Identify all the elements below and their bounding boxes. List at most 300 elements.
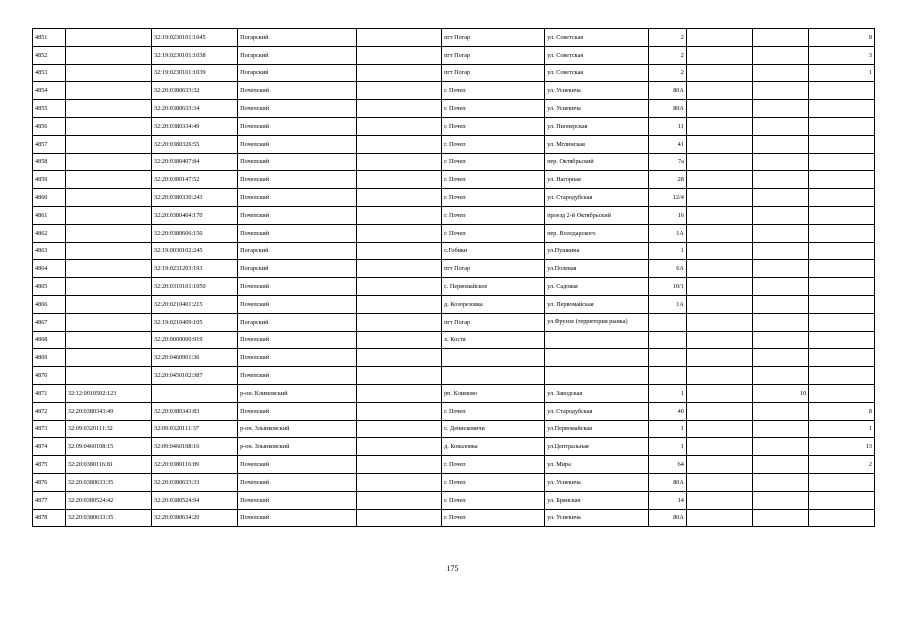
cell-column-11 bbox=[809, 331, 875, 349]
cell-district: Почепский bbox=[238, 295, 357, 313]
cell-house-number: 1 bbox=[649, 242, 686, 260]
cell-cadastral-number-land: 32:12:0010502:123 bbox=[65, 384, 151, 402]
cell-house-number: 2 bbox=[649, 29, 686, 47]
cell-settlement: г. Почеп bbox=[442, 206, 545, 224]
cell-column-11: 2 bbox=[809, 456, 875, 474]
cell-district: Почепский bbox=[238, 117, 357, 135]
cell-district: Погарский bbox=[238, 260, 357, 278]
table-row bbox=[33, 224, 875, 242]
cell-cadastral-number-object: 32:20:0380524:94 bbox=[151, 491, 237, 509]
table-row bbox=[33, 242, 875, 260]
cell-house-number: 1 bbox=[649, 438, 686, 456]
cell-street: ул. Советская bbox=[545, 46, 649, 64]
cell-district: Погарский bbox=[238, 64, 357, 82]
cell-column-11 bbox=[809, 473, 875, 491]
cell-cadastral-number-land bbox=[65, 171, 151, 189]
cell-column-5 bbox=[357, 64, 442, 82]
cell-column-5 bbox=[357, 473, 442, 491]
cell-column-11 bbox=[809, 153, 875, 171]
cell-cadastral-number-land bbox=[65, 295, 151, 313]
cell-column-5 bbox=[357, 29, 442, 47]
cell-column-9 bbox=[686, 438, 752, 456]
cell-district: Почепский bbox=[238, 367, 357, 385]
table-row bbox=[33, 491, 875, 509]
cell-column-5 bbox=[357, 171, 442, 189]
cell-cadastral-number-land: 32:20:0380343:49 bbox=[65, 402, 151, 420]
cell-column-9 bbox=[686, 171, 752, 189]
cell-column-5 bbox=[357, 224, 442, 242]
cell-street: ул. Усиевича bbox=[545, 473, 649, 491]
table-row bbox=[33, 171, 875, 189]
cell-row-number: 4876 bbox=[33, 473, 66, 491]
cell-column-11 bbox=[809, 242, 875, 260]
cell-column-11 bbox=[809, 260, 875, 278]
cell-column-9 bbox=[686, 135, 752, 153]
cell-settlement: г. Почеп bbox=[442, 189, 545, 207]
cell-cadastral-number-object: 32:20:0450102:387 bbox=[151, 367, 237, 385]
table-row bbox=[33, 456, 875, 474]
cell-street: ул.Первомайская bbox=[545, 420, 649, 438]
cell-cadastral-number-object: 32:20:0380330:243 bbox=[151, 189, 237, 207]
cell-street: ул. Мира bbox=[545, 456, 649, 474]
cell-cadastral-number-land bbox=[65, 46, 151, 64]
table-row bbox=[33, 313, 875, 331]
table-row bbox=[33, 189, 875, 207]
cell-column-9 bbox=[686, 420, 752, 438]
cell-street: ул. Брянская bbox=[545, 491, 649, 509]
cell-street: ул.Полевая bbox=[545, 260, 649, 278]
cell-column-5 bbox=[357, 456, 442, 474]
table-row bbox=[33, 473, 875, 491]
cell-house-number: 1А bbox=[649, 295, 686, 313]
cell-house-number: 16 bbox=[649, 206, 686, 224]
cell-street: пер. Володарского bbox=[545, 224, 649, 242]
cell-cadastral-number-object bbox=[151, 384, 237, 402]
cell-house-number bbox=[649, 313, 686, 331]
cell-column-5 bbox=[357, 153, 442, 171]
cell-column-10 bbox=[752, 491, 809, 509]
cell-cadastral-number-land bbox=[65, 349, 151, 367]
cell-column-10: 10 bbox=[752, 384, 809, 402]
cell-column-5 bbox=[357, 206, 442, 224]
table-row bbox=[33, 117, 875, 135]
cell-column-11 bbox=[809, 189, 875, 207]
cell-row-number: 4855 bbox=[33, 100, 66, 118]
cell-street: ул.Центральная bbox=[545, 438, 649, 456]
cell-house-number bbox=[649, 331, 686, 349]
cell-column-11 bbox=[809, 224, 875, 242]
cell-house-number: 40 bbox=[649, 402, 686, 420]
cell-street bbox=[545, 349, 649, 367]
cell-column-10 bbox=[752, 29, 809, 47]
cell-column-9 bbox=[686, 117, 752, 135]
cell-column-5 bbox=[357, 135, 442, 153]
cell-column-5 bbox=[357, 260, 442, 278]
cell-settlement bbox=[442, 349, 545, 367]
cell-street: ул. Советская bbox=[545, 64, 649, 82]
cell-row-number: 4878 bbox=[33, 509, 66, 527]
cell-row-number: 4864 bbox=[33, 260, 66, 278]
cell-column-10 bbox=[752, 509, 809, 527]
cell-settlement: г. Почеп bbox=[442, 82, 545, 100]
cell-house-number: 1 bbox=[649, 420, 686, 438]
cell-street: ул.Фрунзе (территория рынка) bbox=[545, 313, 649, 331]
cell-column-9 bbox=[686, 242, 752, 260]
cell-settlement: пгт Погар bbox=[442, 64, 545, 82]
cell-column-11: 1 bbox=[809, 420, 875, 438]
cell-row-number: 4856 bbox=[33, 117, 66, 135]
cell-row-number: 4869 bbox=[33, 349, 66, 367]
cell-district: Почепский bbox=[238, 135, 357, 153]
cell-house-number: 80А bbox=[649, 100, 686, 118]
cell-column-10 bbox=[752, 242, 809, 260]
table-row bbox=[33, 367, 875, 385]
cell-settlement: д. Коваловка bbox=[442, 438, 545, 456]
cell-cadastral-number-object: 32:09:0320111:37 bbox=[151, 420, 237, 438]
cell-street: ул. Садовая bbox=[545, 278, 649, 296]
cell-column-5 bbox=[357, 295, 442, 313]
cell-column-9 bbox=[686, 491, 752, 509]
cell-house-number: 80А bbox=[649, 82, 686, 100]
cell-cadastral-number-land bbox=[65, 331, 151, 349]
cell-settlement: г. Почеп bbox=[442, 473, 545, 491]
cell-cadastral-number-object: 32:19:0230101:1038 bbox=[151, 46, 237, 64]
cell-row-number: 4858 bbox=[33, 153, 66, 171]
table-row bbox=[33, 295, 875, 313]
cell-cadastral-number-object: 32:20:0380147:52 bbox=[151, 171, 237, 189]
cell-column-11 bbox=[809, 349, 875, 367]
cell-row-number: 4861 bbox=[33, 206, 66, 224]
cell-settlement: с. Денисковичи bbox=[442, 420, 545, 438]
cell-column-5 bbox=[357, 189, 442, 207]
cell-column-9 bbox=[686, 189, 752, 207]
cell-cadastral-number-object: 32:20:0380606:150 bbox=[151, 224, 237, 242]
cell-district: р-он. Злынковский bbox=[238, 420, 357, 438]
cell-cadastral-number-land bbox=[65, 153, 151, 171]
cell-house-number: 80А bbox=[649, 473, 686, 491]
cell-district: р-он. Климовский bbox=[238, 384, 357, 402]
cell-column-10 bbox=[752, 402, 809, 420]
cell-column-10 bbox=[752, 349, 809, 367]
cell-cadastral-number-land bbox=[65, 82, 151, 100]
cell-column-11 bbox=[809, 117, 875, 135]
table-row bbox=[33, 509, 875, 527]
cell-house-number: 2 bbox=[649, 64, 686, 82]
cell-column-9 bbox=[686, 64, 752, 82]
cell-column-11: 1 bbox=[809, 64, 875, 82]
cell-district: Погарский bbox=[238, 313, 357, 331]
cell-settlement: г. Почеп bbox=[442, 135, 545, 153]
cell-street: ул. Стародубская bbox=[545, 189, 649, 207]
cell-column-10 bbox=[752, 206, 809, 224]
cell-house-number: 14 bbox=[649, 491, 686, 509]
cell-row-number: 4853 bbox=[33, 64, 66, 82]
cell-row-number: 4860 bbox=[33, 189, 66, 207]
cell-house-number: 10/1 bbox=[649, 278, 686, 296]
cell-cadastral-number-object: 32:20:0380633:33 bbox=[151, 473, 237, 491]
cell-cadastral-number-land bbox=[65, 189, 151, 207]
cell-cadastral-number-land bbox=[65, 100, 151, 118]
cell-cadastral-number-land bbox=[65, 367, 151, 385]
cell-house-number: 1 bbox=[649, 384, 686, 402]
table-row bbox=[33, 349, 875, 367]
cell-district: Почепский bbox=[238, 509, 357, 527]
cell-column-9 bbox=[686, 367, 752, 385]
cell-cadastral-number-land bbox=[65, 29, 151, 47]
cell-cadastral-number-object: 32:20:0310101:1050 bbox=[151, 278, 237, 296]
cell-street: ул. Стародубская bbox=[545, 402, 649, 420]
cell-street: ул.Пушкина bbox=[545, 242, 649, 260]
cell-cadastral-number-object: 32:20:0460901:36 bbox=[151, 349, 237, 367]
cell-cadastral-number-object: 32:20:0380634:20 bbox=[151, 509, 237, 527]
cell-row-number: 4852 bbox=[33, 46, 66, 64]
cell-district: Почепский bbox=[238, 189, 357, 207]
table-row bbox=[33, 384, 875, 402]
cell-settlement: г. Почеп bbox=[442, 171, 545, 189]
cell-column-5 bbox=[357, 313, 442, 331]
cell-column-5 bbox=[357, 509, 442, 527]
cell-settlement: г. Почеп bbox=[442, 100, 545, 118]
cell-cadastral-number-land bbox=[65, 242, 151, 260]
cell-district: Почепский bbox=[238, 224, 357, 242]
cell-column-5 bbox=[357, 402, 442, 420]
cell-column-9 bbox=[686, 46, 752, 64]
cell-cadastral-number-object: 32:20:0210401:215 bbox=[151, 295, 237, 313]
cell-row-number: 4868 bbox=[33, 331, 66, 349]
cell-house-number bbox=[649, 367, 686, 385]
cell-column-10 bbox=[752, 117, 809, 135]
cell-cadastral-number-land bbox=[65, 135, 151, 153]
cell-settlement: х. Костя bbox=[442, 331, 545, 349]
cell-cadastral-number-object: 32:20:0380633:34 bbox=[151, 100, 237, 118]
cell-column-11 bbox=[809, 278, 875, 296]
cell-column-11 bbox=[809, 82, 875, 100]
cell-column-5 bbox=[357, 420, 442, 438]
table-row bbox=[33, 46, 875, 64]
cell-row-number: 4875 bbox=[33, 456, 66, 474]
cell-column-10 bbox=[752, 438, 809, 456]
cell-row-number: 4877 bbox=[33, 491, 66, 509]
cell-column-9 bbox=[686, 313, 752, 331]
cell-column-5 bbox=[357, 367, 442, 385]
table-row bbox=[33, 278, 875, 296]
cell-district: Почепский bbox=[238, 473, 357, 491]
cell-column-9 bbox=[686, 29, 752, 47]
cell-cadastral-number-object: 32:19:0231203:193 bbox=[151, 260, 237, 278]
cell-house-number: 41 bbox=[649, 135, 686, 153]
cell-house-number: 64 bbox=[649, 456, 686, 474]
cell-house-number: 1А bbox=[649, 224, 686, 242]
cell-street: ул. Первомайская bbox=[545, 295, 649, 313]
registry-table-body bbox=[33, 29, 875, 527]
cell-cadastral-number-object: 32:19:0210409:105 bbox=[151, 313, 237, 331]
cell-column-9 bbox=[686, 456, 752, 474]
table-row bbox=[33, 331, 875, 349]
cell-settlement: пгт Погар bbox=[442, 29, 545, 47]
cell-cadastral-number-land bbox=[65, 278, 151, 296]
cell-district: Погарский bbox=[238, 29, 357, 47]
table-row bbox=[33, 402, 875, 420]
cell-district: Почепский bbox=[238, 456, 357, 474]
table-row bbox=[33, 206, 875, 224]
cell-street bbox=[545, 331, 649, 349]
cell-street: ул. Пионерская bbox=[545, 117, 649, 135]
cell-row-number: 4863 bbox=[33, 242, 66, 260]
cell-row-number: 4870 bbox=[33, 367, 66, 385]
cell-column-10 bbox=[752, 153, 809, 171]
cell-column-9 bbox=[686, 206, 752, 224]
table-row bbox=[33, 420, 875, 438]
cell-column-9 bbox=[686, 153, 752, 171]
cell-house-number: 2 bbox=[649, 46, 686, 64]
cell-row-number: 4862 bbox=[33, 224, 66, 242]
cell-column-10 bbox=[752, 189, 809, 207]
cell-cadastral-number-land bbox=[65, 117, 151, 135]
cell-column-11: 13 bbox=[809, 438, 875, 456]
cell-settlement: г. Почеп bbox=[442, 224, 545, 242]
cell-column-9 bbox=[686, 100, 752, 118]
cell-district: Почепский bbox=[238, 171, 357, 189]
cell-cadastral-number-object: 32:20:0380633:32 bbox=[151, 82, 237, 100]
cell-row-number: 4865 bbox=[33, 278, 66, 296]
cell-column-10 bbox=[752, 473, 809, 491]
cell-cadastral-number-object: 32:19:0230101:1039 bbox=[151, 64, 237, 82]
cell-street: ул. Усиевича bbox=[545, 82, 649, 100]
cell-settlement: г. Почеп bbox=[442, 509, 545, 527]
cell-column-9 bbox=[686, 509, 752, 527]
table-row bbox=[33, 29, 875, 47]
cell-house-number: 12/4 bbox=[649, 189, 686, 207]
cell-column-9 bbox=[686, 473, 752, 491]
cell-column-11: 3 bbox=[809, 46, 875, 64]
table-row bbox=[33, 64, 875, 82]
cell-column-11 bbox=[809, 171, 875, 189]
cell-house-number bbox=[649, 349, 686, 367]
table-row bbox=[33, 82, 875, 100]
cell-street: пер. Октябрьский bbox=[545, 153, 649, 171]
cell-house-number: 6А bbox=[649, 260, 686, 278]
cell-cadastral-number-land bbox=[65, 64, 151, 82]
cell-cadastral-number-object: 32:20:0380407:84 bbox=[151, 153, 237, 171]
cell-settlement: с. Первомайское bbox=[442, 278, 545, 296]
cell-street: ул. Мглинская bbox=[545, 135, 649, 153]
cell-street: ул. Усиевича bbox=[545, 100, 649, 118]
cell-settlement: г. Почеп bbox=[442, 153, 545, 171]
cell-column-10 bbox=[752, 331, 809, 349]
table-row bbox=[33, 135, 875, 153]
cell-column-10 bbox=[752, 420, 809, 438]
cell-column-10 bbox=[752, 135, 809, 153]
cell-row-number: 4867 bbox=[33, 313, 66, 331]
table-row bbox=[33, 438, 875, 456]
cell-street bbox=[545, 367, 649, 385]
cell-cadastral-number-land bbox=[65, 260, 151, 278]
cell-district: Почепский bbox=[238, 491, 357, 509]
cell-column-9 bbox=[686, 260, 752, 278]
cell-column-11 bbox=[809, 206, 875, 224]
cell-district: Почепский bbox=[238, 153, 357, 171]
cell-column-5 bbox=[357, 100, 442, 118]
cell-column-9 bbox=[686, 295, 752, 313]
cell-column-10 bbox=[752, 46, 809, 64]
cell-column-10 bbox=[752, 260, 809, 278]
cell-settlement: г. Почеп bbox=[442, 456, 545, 474]
cell-street: проезд 2-й Октябрьский bbox=[545, 206, 649, 224]
cell-column-9 bbox=[686, 331, 752, 349]
cell-column-11: 8 bbox=[809, 29, 875, 47]
cell-column-10 bbox=[752, 295, 809, 313]
cell-row-number: 4873 bbox=[33, 420, 66, 438]
cell-cadastral-number-land: 32:20:0380633:35 bbox=[65, 473, 151, 491]
cell-column-5 bbox=[357, 438, 442, 456]
cell-column-9 bbox=[686, 82, 752, 100]
cell-cadastral-number-object: 32:19:0230101:1045 bbox=[151, 29, 237, 47]
cell-settlement: г. Почеп bbox=[442, 491, 545, 509]
cell-settlement bbox=[442, 367, 545, 385]
cell-district: Почепский bbox=[238, 82, 357, 100]
cell-column-5 bbox=[357, 349, 442, 367]
cell-cadastral-number-object: 32:20:0380343:83 bbox=[151, 402, 237, 420]
cell-cadastral-number-land bbox=[65, 224, 151, 242]
cell-row-number: 4872 bbox=[33, 402, 66, 420]
cell-cadastral-number-object: 32:20:0380404:170 bbox=[151, 206, 237, 224]
cell-settlement: д. Козорезовка bbox=[442, 295, 545, 313]
cell-column-10 bbox=[752, 367, 809, 385]
cell-row-number: 4857 bbox=[33, 135, 66, 153]
cell-district: Почепский bbox=[238, 331, 357, 349]
cell-cadastral-number-land: 32:20:0380116:81 bbox=[65, 456, 151, 474]
cell-column-5 bbox=[357, 384, 442, 402]
cell-column-11 bbox=[809, 491, 875, 509]
cell-district: Почепский bbox=[238, 402, 357, 420]
cell-street: ул. Усиевича bbox=[545, 509, 649, 527]
cell-column-5 bbox=[357, 278, 442, 296]
cell-cadastral-number-object: 32:20:0000000:919 bbox=[151, 331, 237, 349]
cell-column-10 bbox=[752, 278, 809, 296]
table-row bbox=[33, 260, 875, 278]
cell-column-10 bbox=[752, 313, 809, 331]
cell-column-11 bbox=[809, 509, 875, 527]
cell-column-11 bbox=[809, 313, 875, 331]
cell-column-5 bbox=[357, 46, 442, 64]
cell-column-10 bbox=[752, 64, 809, 82]
cell-district: Почепский bbox=[238, 278, 357, 296]
cell-house-number: 80А bbox=[649, 509, 686, 527]
cell-cadastral-number-land: 32:09:0320111:32 bbox=[65, 420, 151, 438]
cell-column-10 bbox=[752, 100, 809, 118]
cell-district: Почепский bbox=[238, 100, 357, 118]
cell-cadastral-number-land: 32:20:0380524:42 bbox=[65, 491, 151, 509]
cell-column-11 bbox=[809, 384, 875, 402]
cell-cadastral-number-land bbox=[65, 206, 151, 224]
cell-column-10 bbox=[752, 224, 809, 242]
cell-district: Почепский bbox=[238, 349, 357, 367]
cell-house-number: 28 bbox=[649, 171, 686, 189]
cell-district: Почепский bbox=[238, 206, 357, 224]
cell-cadastral-number-object: 32:20:0380326:55 bbox=[151, 135, 237, 153]
cell-column-9 bbox=[686, 384, 752, 402]
cell-row-number: 4851 bbox=[33, 29, 66, 47]
cell-street: ул. Нагорная bbox=[545, 171, 649, 189]
cell-column-11: 8 bbox=[809, 402, 875, 420]
cell-row-number: 4871 bbox=[33, 384, 66, 402]
cell-row-number: 4859 bbox=[33, 171, 66, 189]
cell-column-9 bbox=[686, 224, 752, 242]
table-row bbox=[33, 100, 875, 118]
cell-column-11 bbox=[809, 135, 875, 153]
cell-cadastral-number-object: 32:19:0030102:245 bbox=[151, 242, 237, 260]
cell-column-5 bbox=[357, 331, 442, 349]
